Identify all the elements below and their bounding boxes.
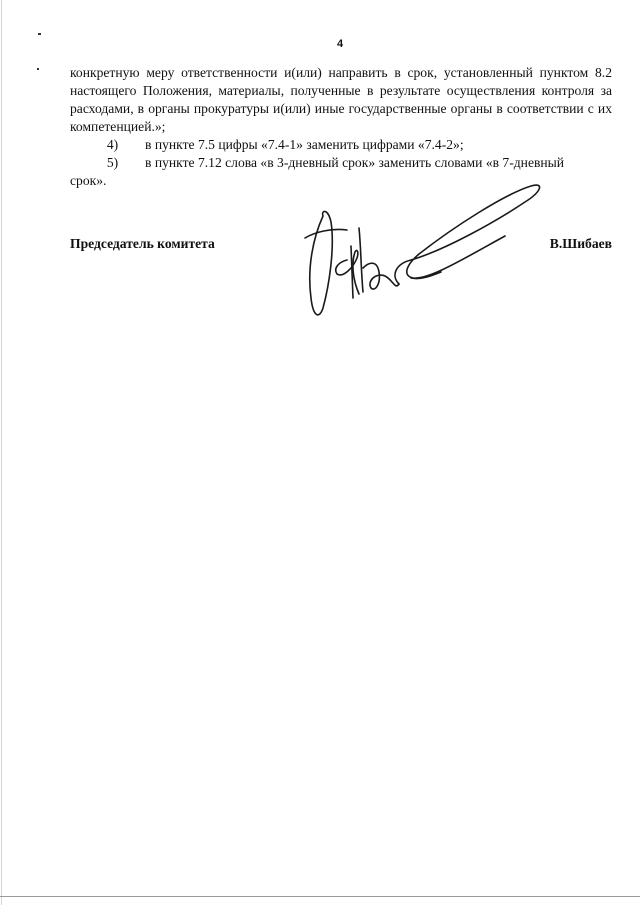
signatory-name: В.Шибаев bbox=[549, 236, 612, 251]
list-item-text: в пункте 7.5 цифры «7.4-1» заменить цифрами «7.4-2»; bbox=[145, 137, 464, 152]
scan-speck bbox=[38, 33, 41, 35]
handwritten-signature bbox=[295, 168, 555, 328]
list-item-number: 4) bbox=[106, 137, 119, 152]
signature-stroke bbox=[351, 246, 353, 298]
signature-stroke bbox=[336, 250, 359, 294]
scan-edge-bottom bbox=[0, 896, 640, 897]
list-item-text: в пункте 7.12 слова «в 3-дневный срок» заменить словами «в 7-дневный bbox=[145, 155, 565, 170]
signature-stroke bbox=[395, 185, 540, 284]
page-number: 4 bbox=[336, 38, 344, 50]
list-item bbox=[70, 136, 612, 154]
signature-stroke bbox=[305, 229, 347, 238]
signature-stroke bbox=[310, 211, 333, 314]
scan-edge-left bbox=[1, 0, 2, 905]
list-item-continuation: срок». bbox=[70, 173, 107, 188]
signature-stroke bbox=[363, 263, 399, 289]
list-item-number: 5) bbox=[106, 155, 119, 170]
scan-speck bbox=[37, 68, 39, 70]
opening-paragraph: конкретную меру ответственности и(или) направить в срок, установленный пунктом 8.2 настоящего Положения, материалы, полученные в результате осуществления контроля за расходами, в органы прокуратуры и(или) иные государственные органы в соответствии с их компетенцией.»; bbox=[70, 65, 612, 134]
signature-stroke bbox=[359, 228, 363, 292]
signatory-title: Председатель комитета bbox=[70, 236, 215, 251]
